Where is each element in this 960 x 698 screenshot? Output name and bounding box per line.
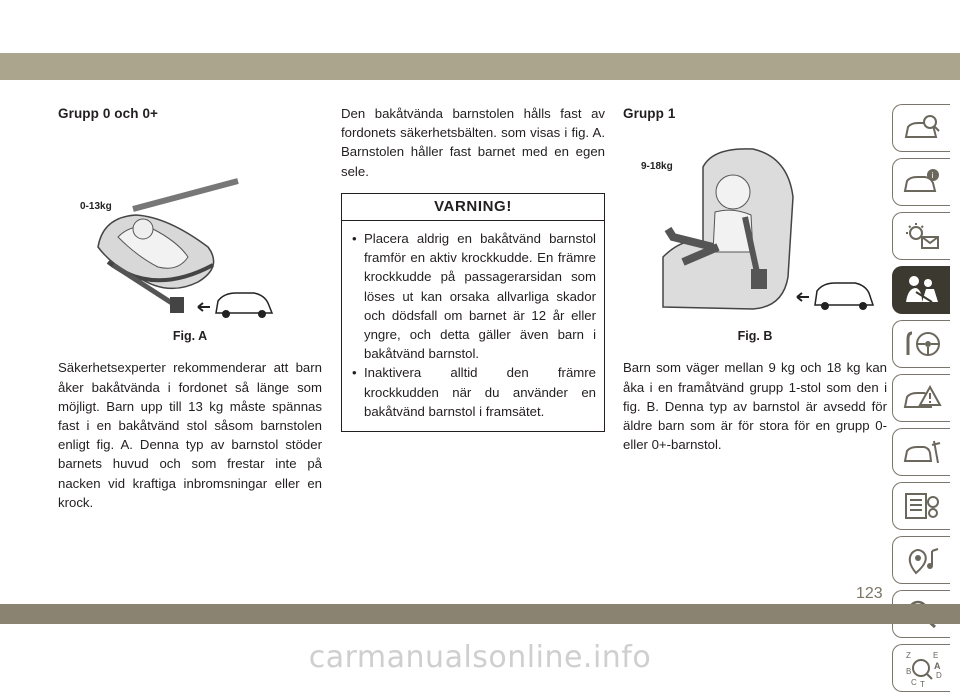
svg-text:B: B: [905, 667, 911, 676]
tab-warning-lights[interactable]: [892, 212, 950, 260]
bottom-band: [0, 604, 960, 624]
svg-text:A: A: [933, 661, 940, 671]
tab-car-search[interactable]: [892, 104, 950, 152]
steering-wheel-icon: [902, 329, 942, 359]
warning-box: [341, 193, 605, 432]
watermark: carmanualsonline.info: [308, 640, 652, 675]
warning-list: [342, 221, 604, 431]
fig-a-weight-label: 0-13kg: [80, 201, 112, 213]
svg-text:D: D: [935, 671, 942, 680]
warning-item: • Placera aldrig en bakåtvänd barnstol framför en aktiv krockkudde. En främre krockkudde på passagerarsidan som löses ut kan orsaka allvarliga skador och dödsfall om barnet är 12 år eller yngre, och detta gäller även barn i bakåtvänd barnstol.: [352, 229, 596, 363]
checklist-gear-icon: [902, 491, 942, 521]
multimedia-icon: [902, 545, 942, 575]
section-heading-group-1: Grupp 1: [623, 106, 676, 121]
tab-steering-wheel[interactable]: [892, 320, 950, 368]
car-direction-icon: [216, 293, 272, 318]
forward-facing-seat-illustration: [623, 137, 887, 321]
rear-seat-paragraph: Den bakåtvända barnstolen hålls fast av fordonets säkerhetsbälten. som visas i fig. A. Barnstolen håller fast barnet med en egen sele.: [341, 106, 605, 179]
column-right: [623, 104, 887, 454]
rear-facing-seat-illustration: [58, 137, 322, 321]
tab-checklist[interactable]: [892, 482, 950, 530]
tab-car-hazard[interactable]: [892, 374, 950, 422]
svg-text:i: i: [931, 171, 934, 180]
car-direction-icon: [815, 283, 873, 310]
warning-lights-icon: [902, 221, 942, 251]
group-0-paragraph: Säkerhetsexperter rekommenderar att barn åker bakåtvända i fordonet så länge som möjligt. Barn upp till 13 kg måste spännas fast i en bakåtvänd stol såsom barnstolen enligt fig. A. Denna typ av barnstol stöder barnets huvud och som frestar inte på nacken vid kraftiga inbromsningar eller en krock.: [58, 360, 322, 510]
tab-multimedia[interactable]: [892, 536, 950, 584]
car-info-icon: [902, 167, 942, 197]
svg-text:C: C: [910, 678, 917, 687]
figure-a-caption: Fig. A: [172, 329, 208, 344]
warning-title: VARNING!: [342, 194, 604, 221]
tab-car-tools[interactable]: [892, 428, 950, 476]
svg-text:T: T: [919, 680, 925, 688]
column-left: [58, 104, 322, 512]
svg-text:E: E: [932, 651, 938, 660]
tab-safety[interactable]: [892, 266, 950, 314]
figure-a: [58, 137, 322, 321]
svg-text:Z: Z: [905, 651, 911, 660]
fig-b-weight-label: 9-18kg: [641, 161, 673, 173]
figure-b-caption: Fig. B: [737, 329, 773, 344]
warning-item: • Inaktivera alltid den främre krockkudden när du använder en bakåtvänd barnstol i framsätet.: [352, 363, 596, 421]
column-middle: [341, 104, 605, 432]
tab-car-info[interactable]: [892, 158, 950, 206]
figure-b: [623, 137, 887, 321]
car-search-icon: [902, 113, 942, 143]
car-hazard-icon: [902, 383, 942, 413]
page-number: 123: [856, 585, 883, 602]
car-tools-icon: [902, 437, 942, 467]
section-heading-group-0: Grupp 0 och 0+: [58, 106, 159, 121]
group-1-paragraph: Barn som väger mellan 9 kg och 18 kg kan åka i en framåtvänd grupp 1-stol som den i fig. B. Denna typ av barnstol är avsedd för äldre barn som är för stora för en grupp 0- eller 0+-barnstol.: [623, 360, 887, 453]
safety-icon: [902, 274, 942, 306]
top-band: [0, 53, 960, 80]
